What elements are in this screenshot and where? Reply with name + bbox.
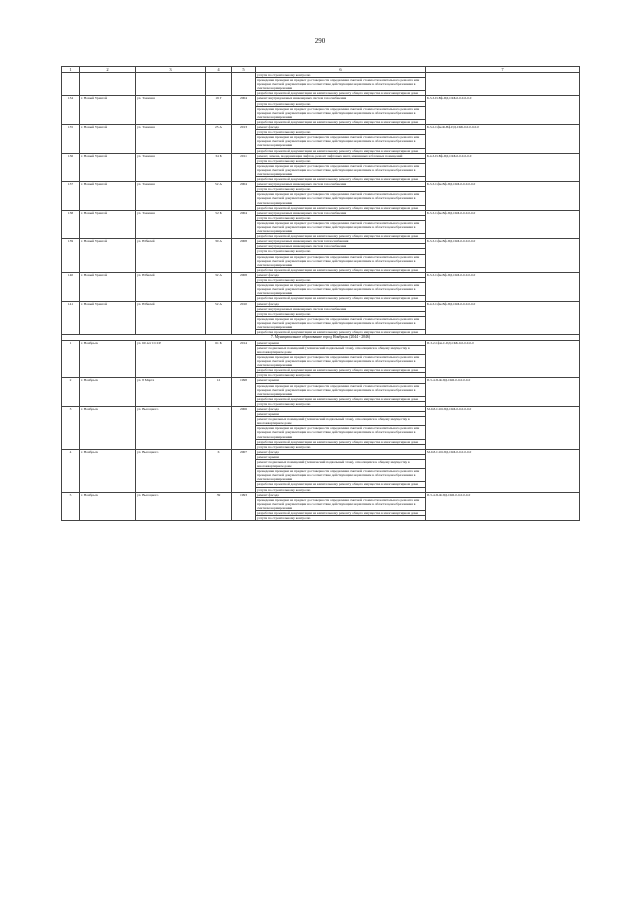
column-header: 1 — [62, 67, 80, 73]
year-cell: 2004 — [232, 96, 256, 125]
work-type-cell: разработка проектной документации на капитальному ремонту общего имущества в многоквартирном доме — [256, 511, 426, 516]
work-type-cell: проведение проверки на предмет достоверности определения сметной стоимости капитального ремонта или проверки сметной документации на соответствие действующим нормативам в области ценообразования в сметном нормировании — [256, 163, 426, 176]
work-type-cell: разработка проектной документации на капитальному ремонту общего имущества в многоквартирном доме — [256, 482, 426, 487]
year-cell: 2013 — [232, 125, 256, 154]
settlement-cell: г. Новый Уренгой — [80, 96, 136, 125]
object-code-cell: Б-3-3-Сфм-Вф-ПД-СКБ-0-0-0-0-0-0 — [426, 272, 580, 301]
work-type-cell: ремонт фасада — [256, 449, 426, 454]
work-type-cell: проведение проверки на предмет достоверности определения сметной стоимости капитального ремонта или проверки сметной документации на соответствие действующим нормативам в области ценообразования в сметном нормировании — [256, 78, 426, 91]
work-type-cell: проведение проверки на предмет достоверности определения сметной стоимости капитального ремонта или проверки сметной документации на соответствие действующим нормативам в области ценообразования в сметном нормировании — [256, 316, 426, 329]
settlement-cell: г. Новый Уренгой — [80, 301, 136, 335]
row-number: 136 — [62, 153, 80, 182]
object-code-cell: Б-3-3-Сфм-Вф-ПД-СКБ-0-0-0-0-0-0 — [426, 182, 580, 211]
house-cell — [206, 73, 232, 96]
house-cell: 6 — [206, 449, 232, 492]
work-type-cell: ремонт подвальных помещений (технический подвальный этаж), относящихся к общему имуществу в многоквартирном доме — [256, 345, 426, 354]
row-number: 137 — [62, 182, 80, 211]
house-cell: 25 А — [206, 125, 232, 154]
work-type-cell: услуги по строительному контролю — [256, 487, 426, 492]
row-number: 2 — [62, 378, 80, 407]
work-type-cell: услуги по строительному контролю — [256, 130, 426, 135]
settlement-cell: г. Ноябрьск — [80, 406, 136, 449]
work-type-cell: ремонт крыши — [256, 340, 426, 345]
work-type-cell: ремонт внутридомовых инженерных систем газоснабжения — [256, 182, 426, 187]
row-number: 135 — [62, 125, 80, 154]
column-header: 2 — [80, 67, 136, 73]
work-type-cell: услуги по строительному контролю — [256, 215, 426, 220]
row-number: 139 — [62, 239, 80, 273]
house-cell: 52 А — [206, 182, 232, 211]
year-cell: 2006 — [232, 406, 256, 449]
work-type-cell: ремонт фасада — [256, 492, 426, 497]
object-code-cell: М-9-8-С-Ш-ПД-СКБ-0-0-0-0-0-0 — [426, 406, 580, 449]
work-type-cell: услуги по строительному контролю — [256, 373, 426, 378]
street-cell: ул. Юбилей — [136, 272, 206, 301]
work-type-cell: ремонт подвальных помещений (технический подвальный этаж), относящихся к общему имуществу в многоквартирном доме — [256, 460, 426, 469]
row-number — [62, 73, 80, 96]
work-type-cell: разработка проектной документации на капитальному ремонту общего имущества в многоквартирном доме — [256, 296, 426, 301]
house-cell: 12 — [206, 378, 232, 407]
street-cell: ул. Высоцкого — [136, 449, 206, 492]
settlement-cell: г. Ноябрьск — [80, 378, 136, 407]
house-cell: 61 Б — [206, 340, 232, 378]
table-row — [62, 182, 580, 187]
house-cell: 32 А — [206, 272, 232, 301]
work-type-cell: разработка проектной документации на капитальному ремонту общего имущества в многоквартирном доме — [256, 330, 426, 335]
street-cell: ул. Юбилей — [136, 239, 206, 273]
settlement-cell: г. Новый Уренгой — [80, 125, 136, 154]
settlement-cell: г. Новый Уренгой — [80, 182, 136, 211]
work-type-cell: разработка проектной документации на капитальному ремонту общего имущества в многоквартирном доме — [256, 267, 426, 272]
work-type-cell: проведение проверки на предмет достоверности определения сметной стоимости капитального ремонта или проверки сметной документации на соответствие действующим нормативам в области ценообразования в сметном нормировании — [256, 469, 426, 482]
work-type-cell: услуги по строительному контролю — [256, 278, 426, 283]
settlement-cell: г. Новый Уренгой — [80, 239, 136, 273]
street-cell: ул. Высоцкого — [136, 492, 206, 521]
register-table — [61, 66, 580, 521]
object-code-cell: Б-3-2-Сфм-Ф-Вф-ПД-СКБ-0-0-0-0-0-0 — [426, 125, 580, 154]
work-type-cell: разработка проектной документации на капитальному ремонту общего имущества в многоквартирном доме — [256, 119, 426, 124]
object-code-cell — [426, 73, 580, 96]
work-type-cell: проведение проверки на предмет достоверности определения сметной стоимости капитального ремонта или проверки сметной документации на соответствие действующим нормативам в области ценообразования в сметном нормировании — [256, 106, 426, 119]
work-type-cell: проведение проверки на предмет достоверности определения сметной стоимости капитального ремонта или проверки сметной документации на соответствие действующим нормативам в области ценообразования в сметном нормировании — [256, 192, 426, 205]
work-type-cell: услуги по строительному контролю — [256, 73, 426, 78]
work-type-cell: разработка проектной документации на капитальному ремонту общего имущества в многоквартирном доме — [256, 177, 426, 182]
column-header: 5 — [232, 67, 256, 73]
street-cell: ул. Таежная — [136, 182, 206, 211]
column-header: 6 — [256, 67, 426, 73]
object-code-cell: П-5-4-П-Ф-ПД-СКБ-0-0-0-0-0-0 — [426, 378, 580, 407]
settlement-cell: г. Ноябрьск — [80, 340, 136, 378]
work-type-cell: разработка проектной документации на капитальному ремонту общего имущества в многоквартирном доме — [256, 368, 426, 373]
year-cell: 1998 — [232, 378, 256, 407]
work-type-cell: разработка проектной документации на капитальному ремонту общего имущества в многоквартирном доме — [256, 234, 426, 239]
table-row — [62, 239, 580, 244]
work-type-cell: ремонт внутридомовых инженерных систем газоснабжения — [256, 210, 426, 215]
work-type-cell: услуги по строительному контролю — [256, 101, 426, 106]
work-type-cell: услуги по строительному контролю — [256, 401, 426, 406]
settlement-cell: г. Новый Уренгой — [80, 210, 136, 239]
table-row — [62, 96, 580, 101]
settlement-cell: г. Ноябрьск — [80, 449, 136, 492]
settlement-cell: г. Новый Уренгой — [80, 272, 136, 301]
object-code-cell: П-3-2-Сфм-С-ПД-СКБ-0-0-0-0-0-0 — [426, 340, 580, 378]
column-header: 4 — [206, 67, 232, 73]
work-type-cell: ремонт подвальных помещений (технический подвальный этаж), относящихся к общему имуществу в многоквартирном доме — [256, 417, 426, 426]
house-cell: 52 А — [206, 301, 232, 335]
work-type-cell: разработка проектной документации на капитальному ремонту общего имущества в многоквартирном доме — [256, 148, 426, 153]
work-type-cell: ремонт внутридомовых инженерных систем газоснабжения — [256, 306, 426, 311]
settlement-cell: г. Ноябрьск — [80, 492, 136, 521]
work-type-cell: ремонт крыши — [256, 454, 426, 459]
house-cell: 52 Б — [206, 210, 232, 239]
work-type-cell: ремонт внутридомовых инженерных систем газоснабжения — [256, 96, 426, 101]
work-type-cell: ремонт фасада — [256, 301, 426, 306]
object-code-cell: Б-4-3-Сфм-Вф-ПД-СКБ-0-0-0-0-0-0 — [426, 301, 580, 335]
year-cell: 2008 — [232, 239, 256, 273]
work-type-cell: разработка проектной документации на капитальному ремонту общего имущества в многоквартирном доме — [256, 91, 426, 96]
work-type-cell: ремонт внутридомовых инженерных систем теплоснабжения — [256, 239, 426, 244]
row-number: 134 — [62, 96, 80, 125]
work-type-cell: проведение проверки на предмет достоверности определения сметной стоимости капитального ремонта или проверки сметной документации на соответствие действующим нормативам в области ценообразования в сметном нормировании — [256, 426, 426, 439]
work-type-cell: проведение проверки на предмет достоверности определения сметной стоимости капитального ремонта или проверки сметной документации на соответствие действующим нормативам в области ценообразования в сметном нормировании — [256, 254, 426, 267]
house-cell: 19 Г — [206, 96, 232, 125]
table-row — [62, 210, 580, 215]
work-type-cell: ремонт фасада — [256, 125, 426, 130]
street-cell: ул. Таежная — [136, 96, 206, 125]
settlement-cell: г. Новый Уренгой — [80, 153, 136, 182]
work-type-cell: ремонт фасада — [256, 406, 426, 411]
work-type-cell: проведение проверки на предмет достоверности определения сметной стоимости капитального ремонта или проверки сметной документации на соответствие действующим нормативам в области ценообразования в сметном нормировании — [256, 354, 426, 367]
year-cell: 2004 — [232, 210, 256, 239]
work-type-cell: разработка проектной документации на капитальному ремонту общего имущества в многоквартирном доме — [256, 439, 426, 444]
street-cell: ул. 8 Марта — [136, 378, 206, 407]
row-number: 1 — [62, 340, 80, 378]
work-type-cell: проведение проверки на предмет достоверности определения сметной стоимости капитального ремонта или проверки сметной документации на соответствие действующим нормативам в области ценообразования в сметном нормировании — [256, 383, 426, 396]
year-cell: 2010 — [232, 301, 256, 335]
column-header: 7 — [426, 67, 580, 73]
year-cell: 2007 — [232, 449, 256, 492]
street-cell: ул. Таежная — [136, 210, 206, 239]
page-number: 290 — [314, 37, 326, 45]
year-cell: 2008 — [232, 272, 256, 301]
section-title: 7. Муниципальное образование город Ноябрьск (2044 - 2046) — [62, 335, 580, 341]
settlement-cell — [80, 73, 136, 96]
street-cell: ул. Высоцкого — [136, 406, 206, 449]
year-cell: 2011 — [232, 153, 256, 182]
table-row — [62, 153, 580, 158]
work-type-cell: проведение проверки на предмет достоверности определения сметной стоимости капитального ремонта или проверки сметной документации на соответствие действующим нормативам в области ценообразования в сметном нормировании — [256, 220, 426, 233]
work-type-cell: проведение проверки на предмет достоверности определения сметной стоимости капитального ремонта или проверки сметной документации на соответствие действующим нормативам в области ценообразования в сметном нормировании — [256, 497, 426, 510]
work-type-cell: ремонт, замена, модернизация лифтов, ремонт лифтовых шахт, машинных и блочных помещений — [256, 153, 426, 158]
row-number: 138 — [62, 210, 80, 239]
street-cell: ул. Таежная — [136, 125, 206, 154]
year-cell: 1993 — [232, 492, 256, 521]
house-cell: 39 — [206, 492, 232, 521]
object-code-cell: Б-3-3-Сфм-Вф-ПД-СКБ-0-0-0-0-0-0 — [426, 239, 580, 273]
object-code-cell: П-5-4-П-Ф-ПД-СКБ-0-0-0-0-0-0 — [426, 492, 580, 521]
house-cell: 5 — [206, 406, 232, 449]
house-cell: 34 Б — [206, 153, 232, 182]
year-cell: 2014 — [232, 340, 256, 378]
work-type-cell: услуги по строительному контролю — [256, 311, 426, 316]
row-number: 140 — [62, 272, 80, 301]
row-number: 3 — [62, 406, 80, 449]
work-type-cell: разработка проектной документации на капитальному ремонту общего имущества в многоквартирном доме — [256, 396, 426, 401]
row-number: 4 — [62, 449, 80, 492]
year-cell: 2004 — [232, 182, 256, 211]
work-type-cell: услуги по строительному контролю — [256, 249, 426, 254]
object-code-cell: Б-4-3-П-Вф-ПД-СКБ-0-0-0-0-0-0 — [426, 153, 580, 182]
street-cell: ул. Юбилей — [136, 301, 206, 335]
row-number: 141 — [62, 301, 80, 335]
work-type-cell: ремонт внутридомовых инженерных систем газоснабжения — [256, 244, 426, 249]
object-code-cell: Б-3-3-Сфм-Вф-ПД-СКБ-0-0-0-0-0-0 — [426, 210, 580, 239]
year-cell — [232, 73, 256, 96]
work-type-cell: услуги по строительному контролю — [256, 516, 426, 521]
work-type-cell: проведение проверки на предмет достоверности определения сметной стоимости капитального ремонта или проверки сметной документации на соответствие действующим нормативам в области ценообразования в сметном нормировании — [256, 283, 426, 296]
house-cell: 30 А — [206, 239, 232, 273]
work-type-cell: услуги по строительному контролю — [256, 187, 426, 192]
work-type-cell: проведение проверки на предмет достоверности определения сметной стоимости капитального ремонта или проверки сметной документации на соответствие действующим нормативам в области ценообразования в сметном нормировании — [256, 135, 426, 148]
row-number: 5 — [62, 492, 80, 521]
work-type-cell: услуги по строительному контролю — [256, 158, 426, 163]
work-type-cell: разработка проектной документации на капитальному ремонту общего имущества в многоквартирном доме — [256, 205, 426, 210]
object-code-cell: Б-3-3-П-Вф-ПД-СКБ-0-0-0-0-0-0 — [426, 96, 580, 125]
street-cell: ул. 60 лет СССР — [136, 340, 206, 378]
work-type-cell: ремонт крыши — [256, 378, 426, 383]
column-header: 3 — [136, 67, 206, 73]
street-cell — [136, 73, 206, 96]
work-type-cell: ремонт крыши — [256, 412, 426, 417]
work-type-cell: ремонт фасада — [256, 272, 426, 277]
work-type-cell: услуги по строительному контролю — [256, 444, 426, 449]
street-cell: ул. Таежная — [136, 153, 206, 182]
object-code-cell: М-9-8-С-Ш-ПД-СКБ-0-0-0-0-0-0 — [426, 449, 580, 492]
